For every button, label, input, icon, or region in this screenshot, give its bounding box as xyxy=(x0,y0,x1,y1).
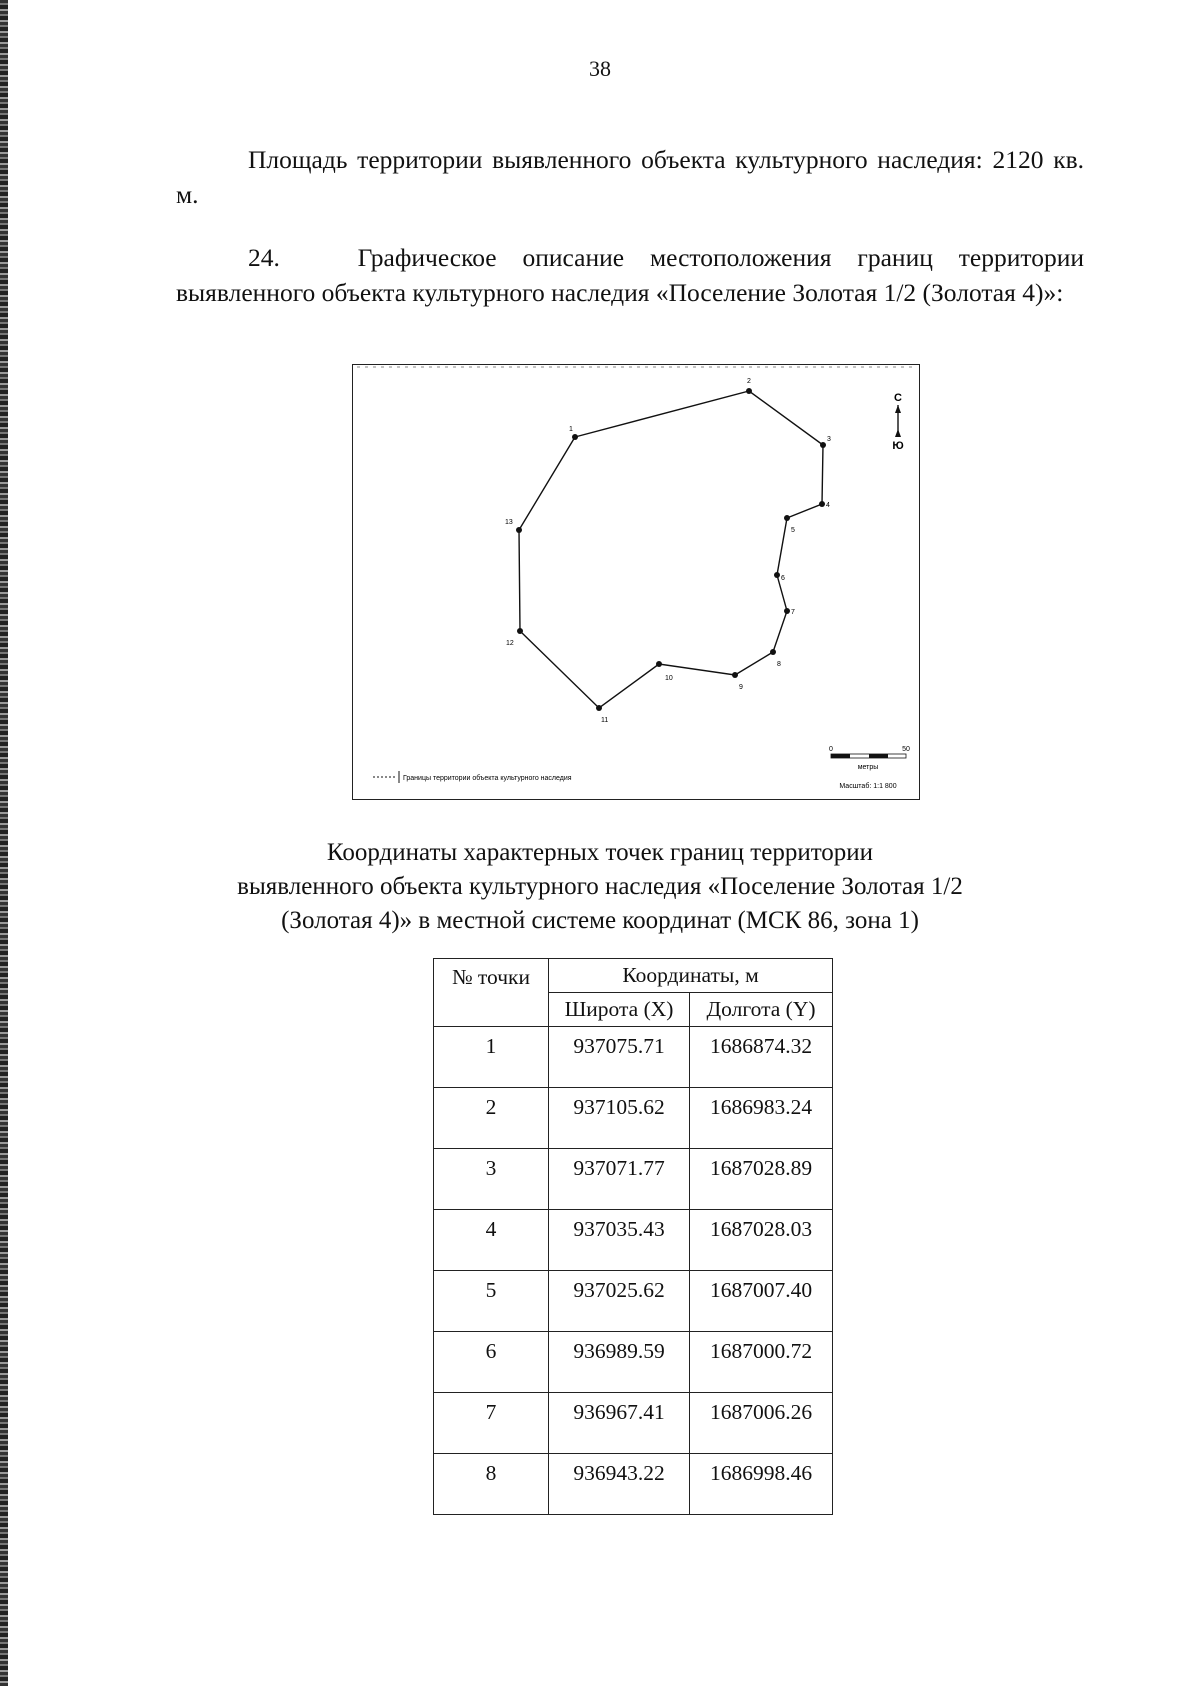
boundary-points xyxy=(505,378,831,724)
cell-lat: 937075.71 xyxy=(549,1027,690,1088)
cell-lon: 1687007.40 xyxy=(690,1271,833,1332)
table-row xyxy=(434,1210,833,1271)
table-row xyxy=(434,1027,833,1088)
boundary-point-label: 1 xyxy=(569,426,573,433)
cell-point: 7 xyxy=(434,1393,549,1454)
cell-point: 3 xyxy=(434,1149,549,1210)
cell-lat: 937035.43 xyxy=(549,1210,690,1271)
boundary-point xyxy=(572,434,578,440)
scale-bar-seg xyxy=(831,754,850,758)
col-header-lat: Широта (X) xyxy=(549,993,690,1027)
south-arrow-head xyxy=(895,429,901,437)
cell-lon: 1686874.32 xyxy=(690,1027,833,1088)
scale-bar-seg xyxy=(869,754,888,758)
north-arrow-head xyxy=(895,405,901,413)
boundary-map xyxy=(352,364,920,800)
area-text: Площадь территории выявленного объекта культурного наследия: 2120 кв. м. xyxy=(176,145,1084,209)
boundary-point xyxy=(784,515,790,521)
cell-lat: 937071.77 xyxy=(549,1149,690,1210)
boundary-point xyxy=(774,572,780,578)
boundary-point xyxy=(516,527,522,533)
boundary-point xyxy=(517,628,523,634)
boundary-point-label: 9 xyxy=(739,684,743,691)
boundary-point xyxy=(732,672,738,678)
scale-start: 0 xyxy=(829,746,833,753)
page-number: 38 xyxy=(589,56,611,81)
cell-lat: 937105.62 xyxy=(549,1088,690,1149)
col-header-coords: Координаты, м xyxy=(549,959,833,993)
boundary-point xyxy=(820,442,826,448)
table-row xyxy=(434,1149,833,1210)
caption-line: выявленного объекта культурного наследия «Поселение Золотая 1/2 xyxy=(237,873,963,900)
boundary-point-label: 3 xyxy=(827,436,831,443)
cell-point: 8 xyxy=(434,1454,549,1515)
boundary-point xyxy=(596,705,602,711)
cell-lon: 1687028.89 xyxy=(690,1149,833,1210)
south-label: Ю xyxy=(892,440,904,452)
cell-lat: 936967.41 xyxy=(549,1393,690,1454)
boundary-point-label: 8 xyxy=(777,661,781,668)
boundary-point-label: 12 xyxy=(506,640,514,647)
boundary-point-label: 6 xyxy=(781,575,785,582)
boundary-map-svg xyxy=(353,365,919,799)
boundary-point-label: 5 xyxy=(791,527,795,534)
area-paragraph xyxy=(176,142,1084,212)
coordinates-caption xyxy=(0,836,1200,938)
table-row xyxy=(434,1454,833,1515)
caption-line: (Золотая 4)» в местной системе координат (МСК 86, зона 1) xyxy=(281,907,919,934)
cell-lat: 936989.59 xyxy=(549,1332,690,1393)
boundary-point-label: 2 xyxy=(747,378,751,385)
item-paragraph xyxy=(176,240,1084,310)
table-row xyxy=(434,1393,833,1454)
boundary-point xyxy=(819,501,825,507)
boundary-point-label: 10 xyxy=(665,675,673,682)
cell-lon: 1686998.46 xyxy=(690,1454,833,1515)
item-text: Графическое описание местоположения границ территории выявленного объекта культурного наследия «Поселение Золотая 1/2 (Золотая 4)»: xyxy=(176,243,1084,307)
cell-lon: 1687006.26 xyxy=(690,1393,833,1454)
cell-point: 4 xyxy=(434,1210,549,1271)
table-row xyxy=(434,1332,833,1393)
table-row xyxy=(434,1271,833,1332)
cell-point: 2 xyxy=(434,1088,549,1149)
boundary-point-label: 11 xyxy=(601,717,609,724)
boundary-point xyxy=(784,608,790,614)
cell-lat: 936943.22 xyxy=(549,1454,690,1515)
cell-lon: 1687000.72 xyxy=(690,1332,833,1393)
coordinates-table xyxy=(433,958,833,1515)
boundary-point xyxy=(746,388,752,394)
boundary-point xyxy=(656,661,662,667)
boundary-point-label: 13 xyxy=(505,519,513,526)
cell-lon: 1686983.24 xyxy=(690,1088,833,1149)
col-header-lon: Долгота (Y) xyxy=(690,993,833,1027)
cell-lat: 937025.62 xyxy=(549,1271,690,1332)
north-label: С xyxy=(894,392,902,404)
cell-point: 1 xyxy=(434,1027,549,1088)
boundary-point xyxy=(770,649,776,655)
caption-line: Координаты характерных точек границ территории xyxy=(326,839,874,866)
legend-text: Границы территории объекта культурного наследия xyxy=(403,775,572,782)
boundary-point-label: 7 xyxy=(791,609,795,616)
col-header-point: № точки xyxy=(434,959,549,1027)
cell-point: 6 xyxy=(434,1332,549,1393)
scale-unit: метры xyxy=(857,764,879,771)
table-row xyxy=(434,1088,833,1149)
boundary-point-label: 4 xyxy=(826,502,830,509)
cell-point: 5 xyxy=(434,1271,549,1332)
cell-lon: 1687028.03 xyxy=(690,1210,833,1271)
scale-ratio: Масштаб: 1:1 800 xyxy=(839,783,897,790)
item-number: 24. xyxy=(248,243,280,272)
scale-end: 50 xyxy=(902,746,910,753)
